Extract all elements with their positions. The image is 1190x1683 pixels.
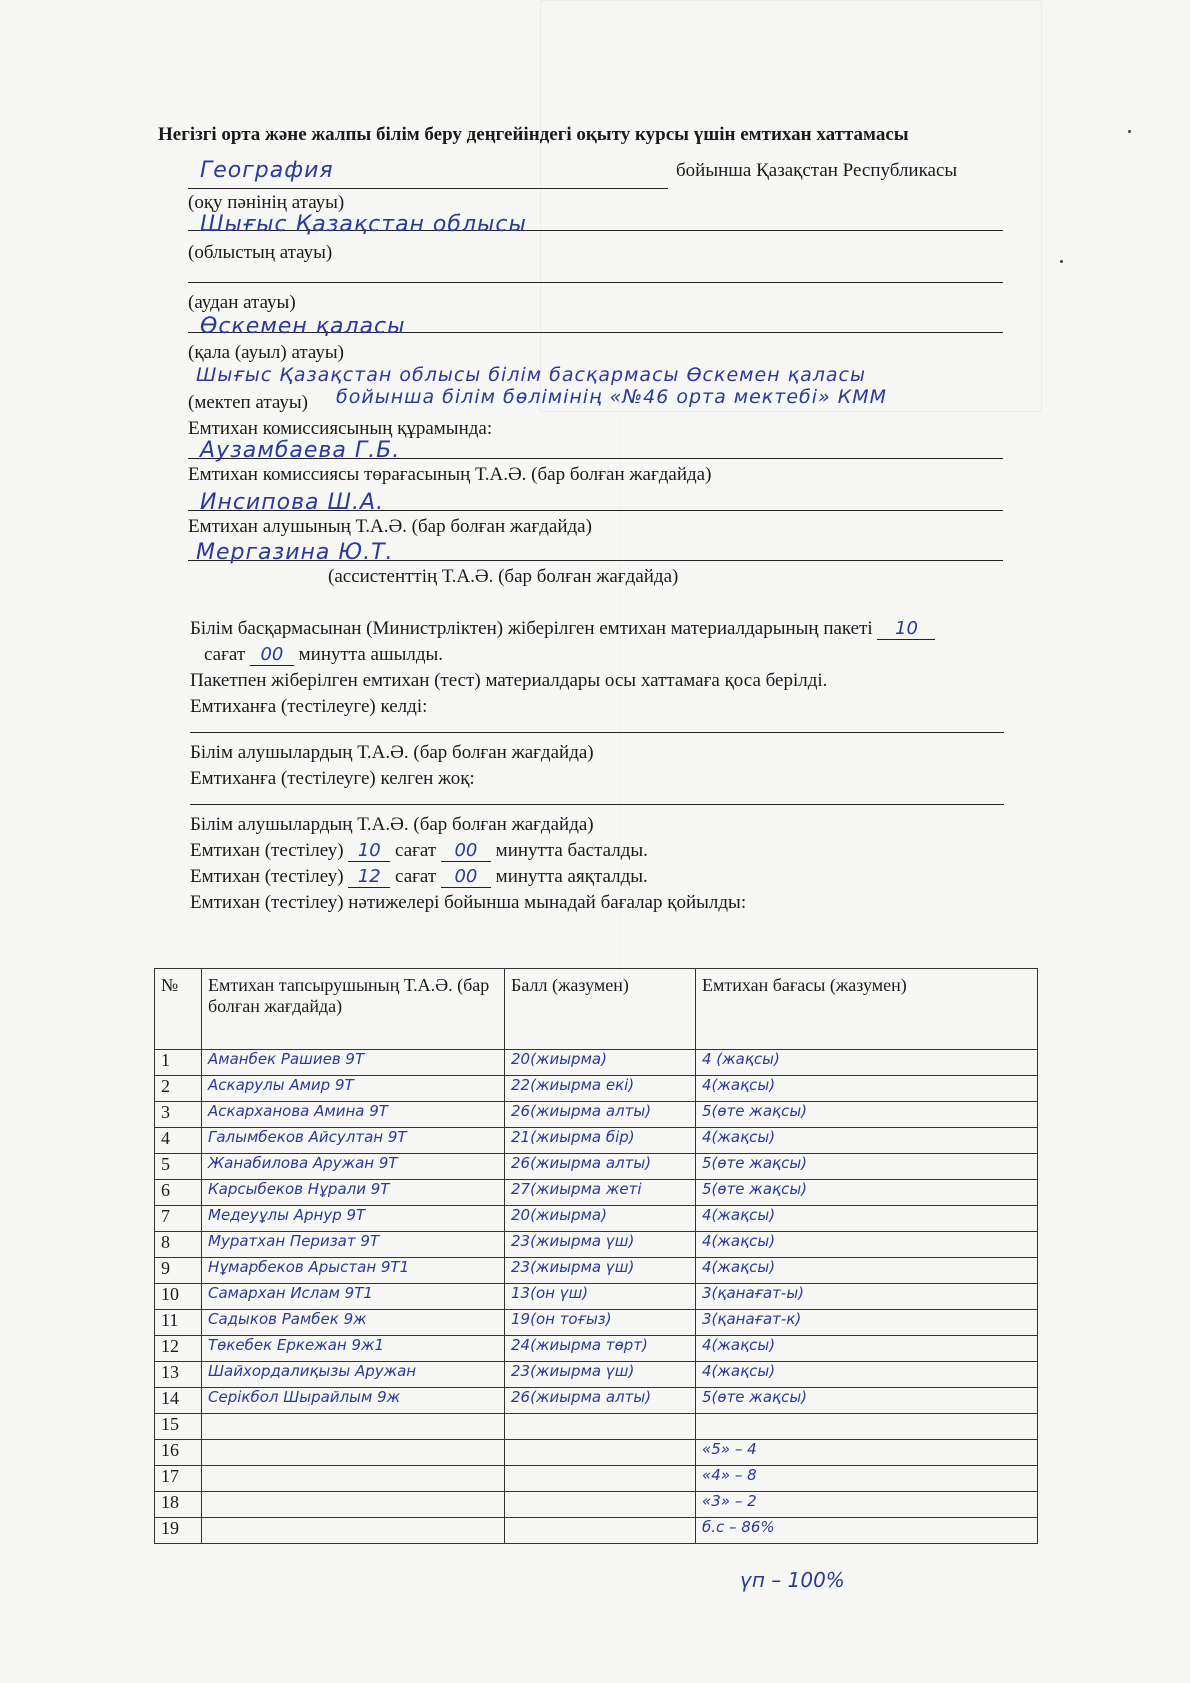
examiner-value: Инсипова Ш.А. <box>200 490 385 515</box>
chair-value: Аузамбаева Г.Б. <box>200 438 401 463</box>
table-header-row <box>155 969 1038 1050</box>
start-end-text: минутта басталды. <box>495 840 648 861</box>
assistant-label: (ассистенттің Т.А.Ә. (бар болған жағдайда) <box>328 566 679 587</box>
chair-label: Емтихан комиссиясы төрағасының Т.А.Ә. (бар болған жағдайда) <box>188 464 712 485</box>
table-row <box>155 1258 1038 1284</box>
grade-text: 4(жақсы) <box>696 1336 1038 1362</box>
student-name: Галымбеков Айсултан 9Т <box>202 1128 505 1154</box>
end-text: Емтихан (тестілеу) <box>190 866 344 887</box>
came-label: Емтиханға (тестілеуге) келді: <box>190 696 428 717</box>
start-line <box>190 840 648 862</box>
results-label: Емтихан (тестілеу) нәтижелері бойынша мынадай бағалар қойылды: <box>190 892 747 913</box>
table-row <box>155 1232 1038 1258</box>
grade-text: 4 (жақсы) <box>696 1050 1038 1076</box>
package-line-1 <box>190 618 935 640</box>
grade-text: 4(жақсы) <box>696 1362 1038 1388</box>
table-row <box>155 1414 1038 1440</box>
table-row <box>155 1206 1038 1232</box>
table-row <box>155 1310 1038 1336</box>
row-number: 19 <box>155 1518 202 1544</box>
grade-text: 4(жақсы) <box>696 1206 1038 1232</box>
school-value-1: Шығыс Қазақстан облысы білім басқармасы Өскемен қаласы <box>196 364 866 386</box>
student-name: Нұмарбеков Арыстан 9Т1 <box>202 1258 505 1284</box>
score-text <box>505 1440 696 1466</box>
absent-names-label: Білім алушылардың Т.А.Ә. (бар болған жағдайда) <box>190 814 594 835</box>
score-text: 26(жиырма алты) <box>505 1102 696 1128</box>
examiner-label: Емтихан алушының Т.А.Ә. (бар болған жағдайда) <box>188 516 592 537</box>
grade-text: 4(жақсы) <box>696 1232 1038 1258</box>
start-text: Емтихан (тестілеу) <box>190 840 344 861</box>
district-line <box>188 270 1003 283</box>
row-number: 17 <box>155 1466 202 1492</box>
subject-value: География <box>200 158 334 183</box>
row-number: 2 <box>155 1076 202 1102</box>
subject-label: (оқу пәнінің атауы) <box>188 192 345 213</box>
score-text <box>505 1492 696 1518</box>
student-name: Төкебек Еркежан 9ж1 <box>202 1336 505 1362</box>
end-end-text: минутта аяқталды. <box>495 866 648 887</box>
start-hour: 10 <box>348 840 390 862</box>
grade-text <box>696 1414 1038 1440</box>
student-name: Аскарханова Амина 9Т <box>202 1102 505 1128</box>
score-text: 20(жиырма) <box>505 1206 696 1232</box>
grade-text: «4» – 8 <box>696 1466 1038 1492</box>
bleed-through-box <box>540 0 1042 412</box>
score-text: 26(жиырма алты) <box>505 1388 696 1414</box>
scan-speck <box>1128 130 1131 133</box>
hour-word: сағат <box>204 644 246 665</box>
grade-text: 5(өте жақсы) <box>696 1154 1038 1180</box>
score-text <box>505 1518 696 1544</box>
scan-speck <box>1060 260 1063 263</box>
student-name <box>202 1466 505 1492</box>
header-grade: Емтихан бағасы (жазумен) <box>696 969 1038 1050</box>
results-table <box>154 968 1038 1544</box>
score-text: 21(жиырма бір) <box>505 1128 696 1154</box>
score-text: 13(он үш) <box>505 1284 696 1310</box>
grade-text: 4(жақсы) <box>696 1258 1038 1284</box>
package-line-3: Пакетпен жіберілген емтихан (тест) материалдары осы хаттамаға қоса берілді. <box>190 670 828 691</box>
subject-suffix: бойынша Қазақстан Республикасы <box>676 160 958 181</box>
score-text: 20(жиырма) <box>505 1050 696 1076</box>
row-number: 18 <box>155 1492 202 1518</box>
table-row <box>155 1388 1038 1414</box>
school-label: (мектеп атауы) <box>188 392 308 413</box>
table-row <box>155 1336 1038 1362</box>
grade-text: «5» – 4 <box>696 1440 1038 1466</box>
grade-text: 4(жақсы) <box>696 1128 1038 1154</box>
score-text <box>505 1466 696 1492</box>
row-number: 3 <box>155 1102 202 1128</box>
end-line <box>190 866 648 888</box>
row-number: 9 <box>155 1258 202 1284</box>
score-text: 19(он тоғыз) <box>505 1310 696 1336</box>
score-text: 24(жиырма төрт) <box>505 1336 696 1362</box>
table-row <box>155 1128 1038 1154</box>
student-name: Аманбек Рашиев 9Т <box>202 1050 505 1076</box>
start-hour-word: сағат <box>395 840 437 861</box>
district-label: (аудан атауы) <box>188 292 296 313</box>
score-text: 22(жиырма екі) <box>505 1076 696 1102</box>
row-number: 16 <box>155 1440 202 1466</box>
row-number: 15 <box>155 1414 202 1440</box>
table-row <box>155 1492 1038 1518</box>
absent-line <box>190 788 1004 805</box>
grade-text: 3(қанағат-ы) <box>696 1284 1038 1310</box>
city-value: Өскемен қаласы <box>200 314 406 339</box>
start-minute: 00 <box>441 840 491 862</box>
package-line-2 <box>204 644 443 666</box>
table-row <box>155 1362 1038 1388</box>
package-text: Білім басқармасынан (Министрліктен) жіберілген емтихан материалдарының пакеті <box>190 618 873 639</box>
table-row <box>155 1180 1038 1206</box>
student-name <box>202 1440 505 1466</box>
table-row <box>155 1050 1038 1076</box>
came-line <box>190 716 1004 733</box>
package-minute: 00 <box>250 644 294 666</box>
row-number: 12 <box>155 1336 202 1362</box>
score-text: 23(жиырма үш) <box>505 1362 696 1388</box>
student-name: Шайхордалиқызы Аружан <box>202 1362 505 1388</box>
grade-text: 5(өте жақсы) <box>696 1102 1038 1128</box>
table-row <box>155 1076 1038 1102</box>
row-number: 5 <box>155 1154 202 1180</box>
table-row <box>155 1440 1038 1466</box>
footer-note: үп – 100% <box>740 1568 845 1592</box>
grade-text: 5(өте жақсы) <box>696 1180 1038 1206</box>
grade-text: «3» – 2 <box>696 1492 1038 1518</box>
document-title: Негізгі орта және жалпы білім беру деңгейіндегі оқыту курсы үшін емтихан хаттамасы <box>158 124 909 145</box>
row-number: 6 <box>155 1180 202 1206</box>
student-name: Муратхан Перизат 9Т <box>202 1232 505 1258</box>
grade-text: 3(қанағат-к) <box>696 1310 1038 1336</box>
commission-label: Емтихан комиссиясының құрамында: <box>188 418 493 439</box>
score-text: 23(жиырма үш) <box>505 1258 696 1284</box>
score-text <box>505 1414 696 1440</box>
row-number: 7 <box>155 1206 202 1232</box>
score-text: 27(жиырма жеті <box>505 1180 696 1206</box>
header-name: Емтихан тапсырушының Т.А.Ә. (бар болған жағдайда) <box>202 969 505 1050</box>
row-number: 8 <box>155 1232 202 1258</box>
table-row <box>155 1284 1038 1310</box>
row-number: 14 <box>155 1388 202 1414</box>
package-hour: 10 <box>877 618 935 640</box>
table-row <box>155 1154 1038 1180</box>
header-ball: Балл (жазумен) <box>505 969 696 1050</box>
city-label: (қала (ауыл) атауы) <box>188 342 344 363</box>
table-row <box>155 1518 1038 1544</box>
absent-label: Емтиханға (тестілеуге) келген жоқ: <box>190 768 475 789</box>
student-name: Аскарулы Амир 9Т <box>202 1076 505 1102</box>
row-number: 13 <box>155 1362 202 1388</box>
student-name: Медеуұлы Арнур 9Т <box>202 1206 505 1232</box>
student-name: Карсыбеков Нұрали 9Т <box>202 1180 505 1206</box>
grade-text: б.с – 86% <box>696 1518 1038 1544</box>
row-number: 11 <box>155 1310 202 1336</box>
opened-text: минутта ашылды. <box>298 644 444 665</box>
student-name: Серікбол Шырайлым 9ж <box>202 1388 505 1414</box>
student-name <box>202 1492 505 1518</box>
score-text: 26(жиырма алты) <box>505 1154 696 1180</box>
assistant-value: Мергазина Ю.Т. <box>196 540 394 565</box>
row-number: 1 <box>155 1050 202 1076</box>
student-name <box>202 1414 505 1440</box>
student-name <box>202 1518 505 1544</box>
grade-text: 5(өте жақсы) <box>696 1388 1038 1414</box>
table-row <box>155 1466 1038 1492</box>
grade-text: 4(жақсы) <box>696 1076 1038 1102</box>
region-label: (облыстың атауы) <box>188 242 333 263</box>
student-name: Садыков Рамбек 9ж <box>202 1310 505 1336</box>
row-number: 4 <box>155 1128 202 1154</box>
region-value: Шығыс Қазақстан облысы <box>200 212 527 237</box>
header-num: № <box>155 969 202 1050</box>
end-hour-word: сағат <box>395 866 437 887</box>
student-name: Самархан Ислам 9Т1 <box>202 1284 505 1310</box>
came-names-label: Білім алушылардың Т.А.Ә. (бар болған жағдайда) <box>190 742 594 763</box>
school-value-2: бойынша білім бөлімінің «№46 орта мектебі» КММ <box>336 386 888 408</box>
score-text: 23(жиырма үш) <box>505 1232 696 1258</box>
end-hour: 12 <box>348 866 390 888</box>
student-name: Жанабилова Аружан 9Т <box>202 1154 505 1180</box>
end-minute: 00 <box>441 866 491 888</box>
table-row <box>155 1102 1038 1128</box>
row-number: 10 <box>155 1284 202 1310</box>
